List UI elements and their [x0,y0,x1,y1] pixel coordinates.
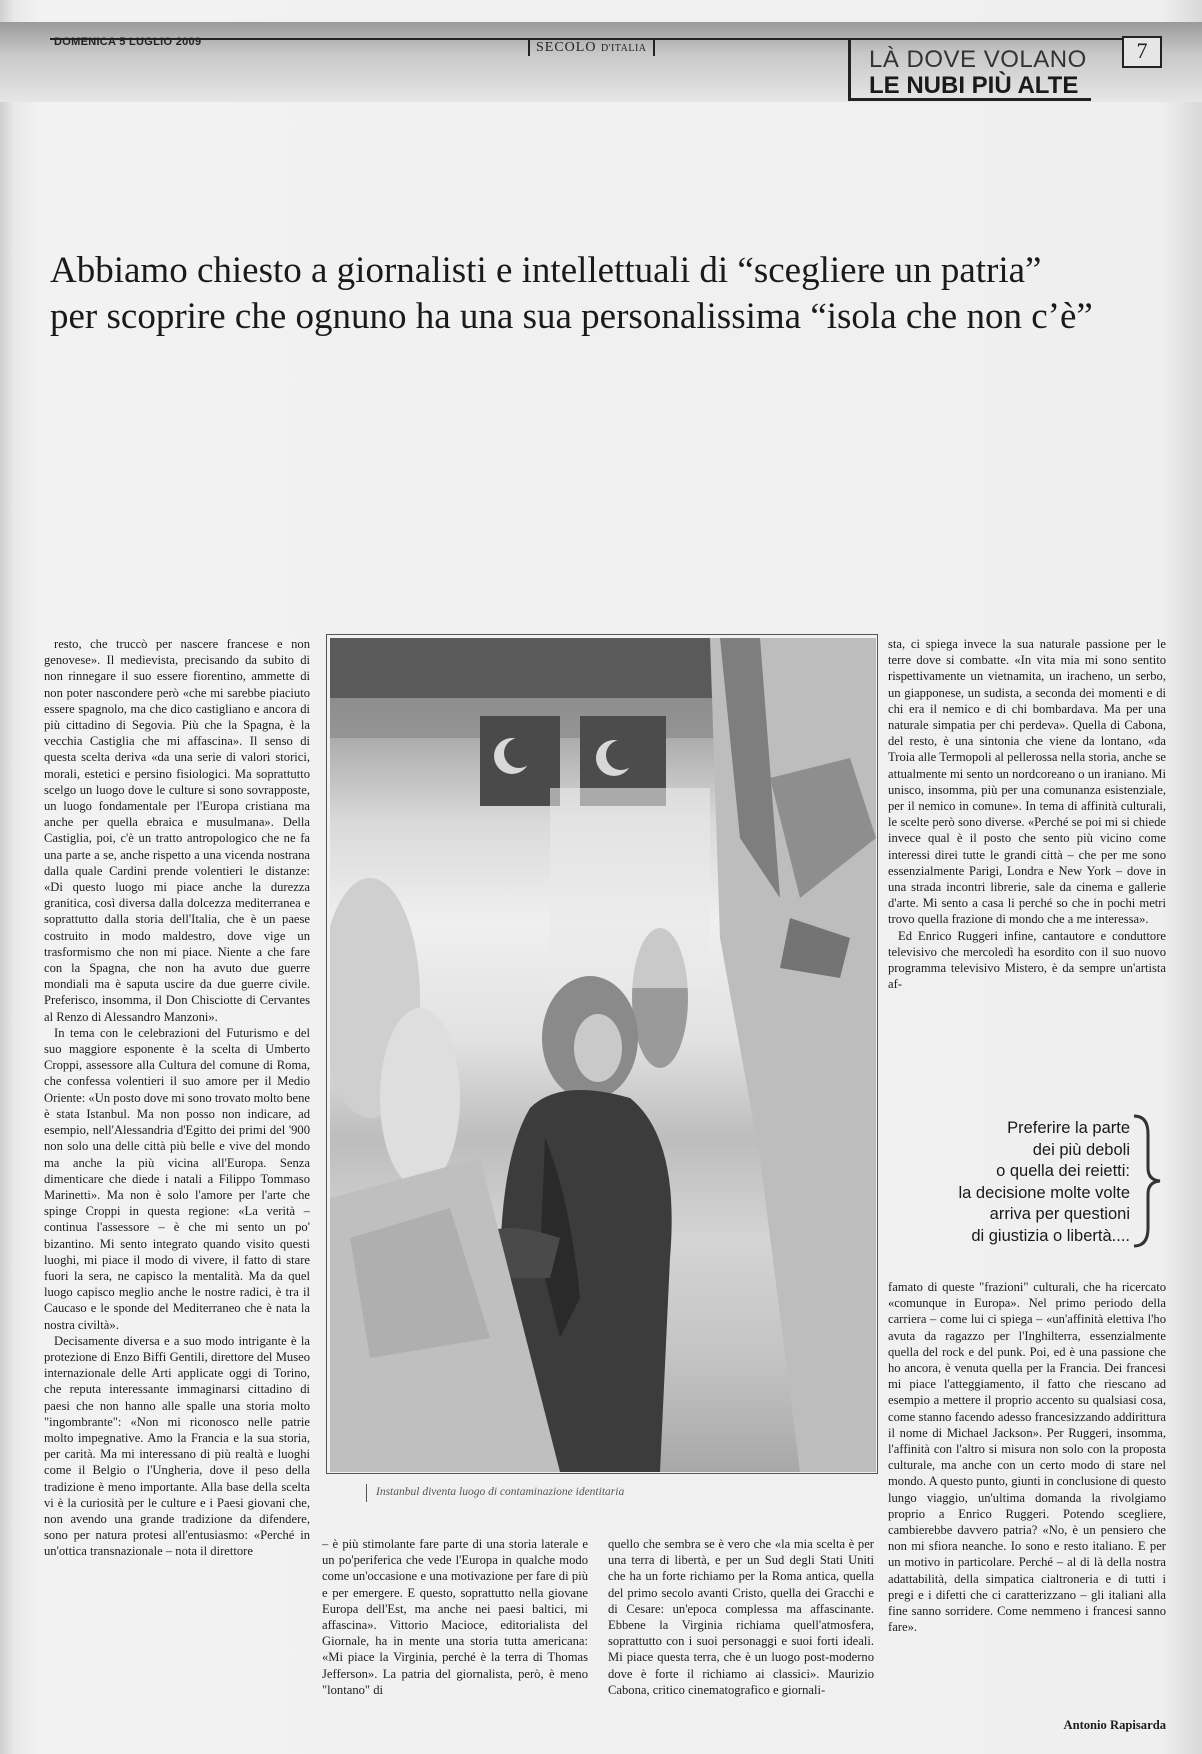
photo-caption: Instanbul diventa luogo di contaminazione identitaria [376,1486,625,1498]
paper-name [528,40,655,56]
byline: Antonio Rapisarda [1063,1718,1166,1732]
article-paragraph: – è più stimolante fare parte di una storia laterale e un po'periferica che vede l'Europa in qualche modo come un'occasione e una motivazione per fare di più e per emergere. E questo, soprattutto nella giovane Europa dell'Est, ma anche nei paesi baltici, mi affascina». Vittorio Macioce, editorialista del Giornale, ha in mente una storia tutta americana: «Mi piace la Virginia, perché è la terra di Thomas Jefferson». La patria del giornalista, però, è meno "lontano" di [322,1537,588,1697]
article-column-1 [44,636,310,1736]
pull-quote [894,1118,1130,1248]
article-paragraph: famato di queste "frazioni" culturali, che ha ricercato «comunque in Europa». Nel primo periodo della carriera – come lui ci spiega – «un'affinità elettiva l'ho avuta da ragazzo per l'Inghilterra, essenzialmente quella del rock e del punk. Poi, ed è una passione che ho ancora, è venuta quella per la Francia. Dei francesi mi piace l'atteggiamento, il fatto che riescano ad esempio a mettere il proprio accento su qualsiasi cosa, come stanno facendo adesso francesizzando addirittura il nome di Michael Jackson». Per Ruggeri, insomma, l'affinità con l'altro si misura non solo con la proposta culturale, ma anche con un certo modo di stare nel mondo. A questo punto, giunti in conclusione di questo lungo viaggio, un'ultima domanda la rivolgiamo proprio a Enrico Ruggeri. Potendo scegliere, cambierebbe davvero patria? «No, è un pensiero che non mi sfiora neanche. Io sono e resto italiano. E per un motivo in particolare. Perché – al di là della nostra adattabilità, della simpatica cialtroneria e di tutti i pregi e i difetti che ci caratterizzano – gli italiani alla fine sanno sorridere. Come nemmeno i francesi sanno fare». [888,1280,1166,1635]
paper-name-main: SECOLO [536,40,597,55]
article-column-4-top [888,636,1166,1080]
article-paragraph: In tema con le celebrazioni del Futurismo e del suo maggiore esponente è la scelta di Umberto Croppi, assessore alla Cultura del comune di Roma, che confessa volentieri il suo amore per il Medio Oriente: «Un posto dove mi sono trovato molto bene è stata Istanbul. Ma non posso non indicare, ad esempio, nell'Alessandria d'Egitto dei primi del '900 non solo una delle città più belle e vive del mondo ma anche la più vicina all'Europa. Senza dimenticare che diede i natali a Filippo Tommaso Marinetti». Ma non è solo l'amore per l'arte che spinge Croppi in questa regione: «La verità – continua l'assessore – è che mi sento un po' bizantino. Mi sento integrato quando visito questi luoghi, mi piace il modo di vivere, il fatto di stare fuori la sera, ne capisco la mentalità. Ma da quel luogo capisco meglio anche le nostre radici, è tra il Caucaso e le sponde del Mediterraneo che è nata la nostra civiltà». [44,1025,310,1332]
pull-quote-line: o quella dei reietti: [996,1162,1130,1181]
section-tag [848,40,1091,101]
article-paragraph: resto, che truccò per nascere francese e non genovese». Il medievista, precisando da subito di non rinnegare il suo essere fiorentino, ammette di non poter nascondere però «che mi sarebbe piaciuto essere spagnolo, ma che dico castigliano e ancora di più cittadino di Segovia. Più che la Spagna, è la vecchia Castiglia che mi affascina». Il senso di questa scelta deriva «da una serie di valori storici, morali, estetici e persino fisiologici. Ma soprattutto scelgo un luogo dove le culture si sono sovrapposte, un luogo fondamentale per l'Europa cristiana ma anche per quella ebraica e musulmana». Della Castiglia, poi, c'è un tratto antropologico che ne fa una parte a se, anche rispetto a una vicenda nostrana dalla quale Cardini prende volentieri le distanze: «Di questo luogo mi piace anche la durezza granitica, così diversa dalla dolcezza mediterranea e soprattutto dalla storia dell'Italia, che è un paese costruito in modo maldestro, dove vige un trasformismo che non mi piace. Niente a che fare con la Spagna, che non ha avuto due guerre mondiali ma è saputa uscire da due guerre civile. Preferisco, insomma, il Don Chisciotte di Cervantes al Renzo di Alessandro Manzoni». [44,637,310,1024]
page-number: 7 [1122,36,1162,68]
pull-quote-line: dei più deboli [1032,1140,1130,1159]
pull-quote-line: la decisione molte volte [958,1183,1130,1202]
headline-line2: per scoprire che ognuno ha una sua personalissima “isola che non c’è” [50,296,1093,337]
pull-quote-brace [1130,1112,1166,1250]
section-tag-line1: LÀ DOVE VOLANO [869,46,1087,73]
section-tag-line2: LE NUBI PIÙ ALTE [869,72,1079,99]
pull-quote-line: di giustizia o libertà.... [971,1226,1130,1245]
pull-quote-line: Preferire la parte [1007,1119,1130,1137]
caption-rule [366,1484,367,1502]
article-paragraph: quello che sembra se è vero che «la mia scelta è per una terra di libertà, e per un Sud degli Stati Uniti che ha un forte richiamo per la Roma antica, quella del primo secolo avanti Cristo, quella dei Gracchi e di Cesare: un'epoca complessa ma affascinante. Ebbene la Virginia richiama quell'atmosfera, soprattutto con i suoi personaggi e suoi forti ideali. Mi piace questa terra, che è un luogo post-moderno dove è forte il richiamo ai classici». Maurizio Cabona, critico cinematografico e giornali- [608,1537,874,1697]
article-paragraph: Decisamente diversa e a suo modo intrigante è la protezione di Enzo Biffi Gentili, direttore del Museo internazionale delle Arti applicate oggi di Torino, che reputa interessante immaginarsi cittadino di paesi che non hanno alle spalle una storia molto "ingombrante": «Non mi riconosco nelle patrie molto impegnative. Amo la Francia e la sua storia, per carità. Ma mi interessano di più realtà e luoghi come il Belgio o l'Ungheria, dove il peso della tradizione è meno importante. Alla base della scelta vi è la curiosità per le culture e i Paesi giovani che, non avendo una grande tradizione da difendere, sono per natura protesi all'entusiasmo: «Perché in un'ottica transnazionale – nota il direttore [44,1333,310,1559]
article-column-3 [608,1536,874,1736]
article-column-2 [322,1536,588,1736]
article-column-4-bottom [888,1279,1166,1706]
article-paragraph: Ed Enrico Ruggeri infine, cantautore e conduttore televisivo che mercoledì ha esordito con il suo nuovo programma televisivo Mistero, è da sempre un'artista af- [888,928,1166,992]
headline [50,248,1160,340]
article-paragraph: sta, ci spiega invece la sua naturale passione per le terre dove si combatte. «In vita mia mi sono sentito rispettivamente un vietnamita, un iracheno, un serbo, un giapponese, un sudista, a seconda dei momenti e di chi era il nemico e di chi bombardava. Ma per una naturale simpatia per chi perdeva». Quella di Cabona, del resto, è una sintonia che viene da lontano, «da Troia alle Termopoli al pellerossa nella storia, anche se attualmente mi sento un nordcoreano o un iraniano. Mi unisco, insomma, più per una comunanza esistenziale, per il nemico in comune». In tema di affinità culturali, le scelte però sono diverse. «Perché se poi mi si chiede invece qual è il posto che sento più vicino come interessi direi tutte le grandi città – che per me sono essenzialmente Parigi, Londra e New York – dove in una strada incontri librerie, sale da cinema e gallerie d'arte. Mi sento a casa li perché so che in pochi metri trovo quella frazione di mondo che a me interessa». [888,637,1166,927]
issue-date: DOMENICA 5 LUGLIO 2009 [54,36,202,48]
pull-quote-line: arriva per questioni [989,1205,1130,1224]
article-photo [330,638,876,1472]
paper-name-suffix: D'ITALIA [600,43,647,54]
headline-line1: Abbiamo chiesto a giornalisti e intellettuali di “scegliere un patria” [50,250,1042,291]
photo-illustration [330,638,876,1472]
